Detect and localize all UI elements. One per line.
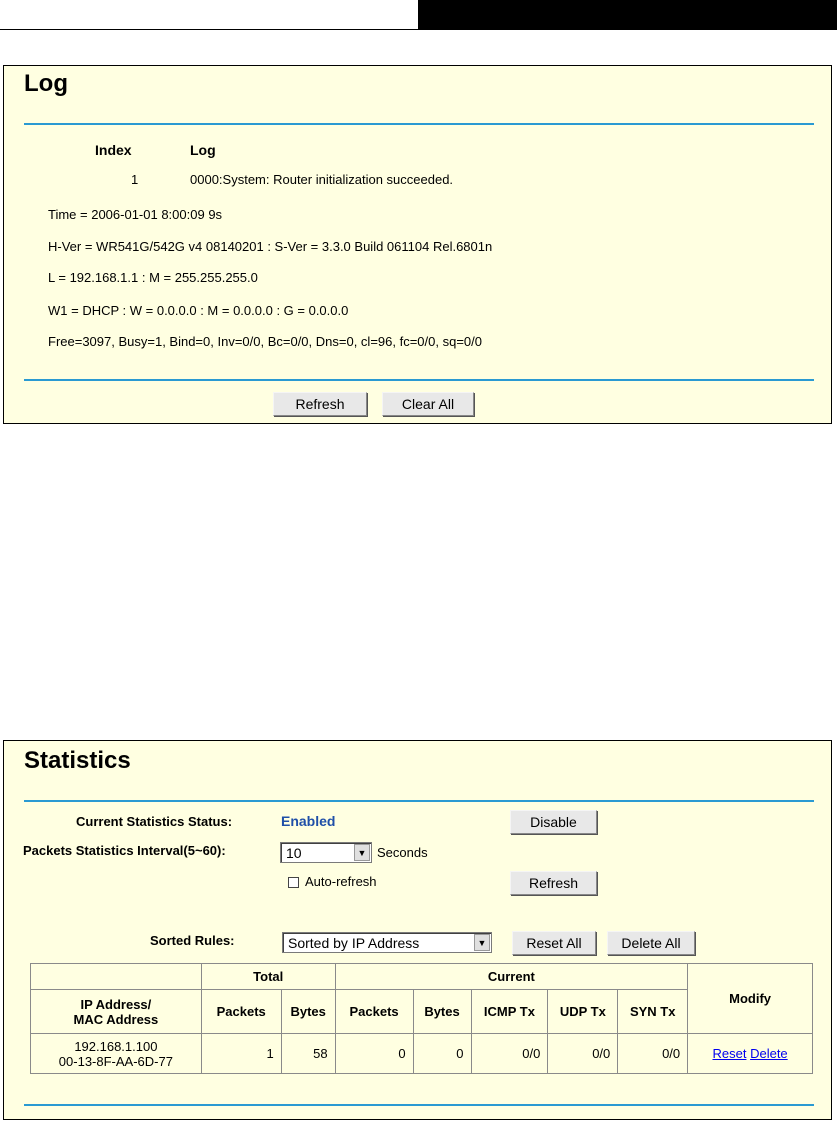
syn-tx-header: SYN Tx xyxy=(618,990,688,1034)
group-current-header: Current xyxy=(335,964,688,990)
row-total-packets: 1 xyxy=(201,1034,281,1074)
mac-header-text: MAC Address xyxy=(73,1011,159,1027)
status-value: Enabled xyxy=(281,813,336,829)
interval-label: Packets Statistics Interval(5~60): xyxy=(23,843,226,858)
stats-refresh-button[interactable]: Refresh xyxy=(510,871,597,895)
row-current-packets: 0 xyxy=(335,1034,413,1074)
header-rule xyxy=(0,29,837,30)
chevron-down-icon: ▼ xyxy=(474,934,490,951)
log-col-log: Log xyxy=(190,142,216,158)
log-entry-text: 0000:System: Router initialization succeeded. xyxy=(190,172,454,187)
log-bottom-rule xyxy=(24,379,814,381)
table-empty-corner xyxy=(31,964,202,990)
log-info-lan: L = 192.168.1.1 : M = 255.255.255.0 xyxy=(48,270,258,285)
row-modify-cell xyxy=(688,1034,813,1074)
udp-tx-header: UDP Tx xyxy=(548,990,618,1034)
row-udp-tx: 0/0 xyxy=(548,1034,618,1074)
log-title: Log xyxy=(24,70,68,97)
row-current-bytes: 0 xyxy=(413,1034,471,1074)
interval-select[interactable] xyxy=(280,842,372,863)
row-ip: 192.168.1.100 xyxy=(74,1038,158,1054)
sorted-rules-label: Sorted Rules: xyxy=(150,933,235,948)
sorted-rules-value: Sorted by IP Address xyxy=(288,935,420,951)
statistics-bottom-rule xyxy=(24,1104,814,1106)
row-delete-link[interactable]: Delete xyxy=(750,1046,788,1061)
clear-all-button[interactable]: Clear All xyxy=(382,392,474,416)
interval-value: 10 xyxy=(286,845,302,861)
row-reset-link[interactable]: Reset xyxy=(712,1046,747,1061)
ip-mac-cell xyxy=(31,1034,202,1074)
header-black-block xyxy=(418,0,837,29)
modify-header: Modify xyxy=(688,964,813,1034)
auto-refresh-checkbox[interactable] xyxy=(288,877,299,888)
icmp-tx-header: ICMP Tx xyxy=(471,990,548,1034)
row-total-bytes: 58 xyxy=(281,1034,335,1074)
disable-button[interactable]: Disable xyxy=(510,810,597,834)
current-packets-header: Packets xyxy=(335,990,413,1034)
log-refresh-button[interactable]: Refresh xyxy=(273,392,367,416)
log-info-wan: W1 = DHCP : W = 0.0.0.0 : M = 0.0.0.0 : G = 0.0.0.0 xyxy=(48,303,349,318)
chevron-down-icon: ▼ xyxy=(354,844,370,861)
table-group-header-row xyxy=(31,964,813,990)
statistics-panel xyxy=(3,740,832,1120)
row-syn-tx: 0/0 xyxy=(618,1034,688,1074)
log-col-index: Index xyxy=(95,142,132,158)
group-total-header: Total xyxy=(201,964,335,990)
log-entry-index: 1 xyxy=(131,172,139,187)
log-info-stats: Free=3097, Busy=1, Bind=0, Inv=0/0, Bc=0/0, Dns=0, cl=96, fc=0/0, sq=0/0 xyxy=(48,334,482,349)
statistics-table xyxy=(30,963,813,1074)
row-icmp-tx: 0/0 xyxy=(471,1034,548,1074)
total-packets-header: Packets xyxy=(201,990,281,1034)
statistics-title: Statistics xyxy=(24,747,131,774)
current-bytes-header: Bytes xyxy=(413,990,471,1034)
log-info-version: H-Ver = WR541G/542G v4 08140201 : S-Ver = 3.3.0 Build 061104 Rel.6801n xyxy=(48,239,493,254)
ip-header-text: IP Address/ xyxy=(80,996,152,1012)
ip-mac-header xyxy=(31,990,202,1034)
seconds-label: Seconds xyxy=(377,845,428,860)
table-row xyxy=(31,1034,813,1074)
statistics-top-rule xyxy=(24,800,814,802)
log-panel xyxy=(3,65,832,424)
status-label: Current Statistics Status: xyxy=(76,814,233,829)
reset-all-button[interactable]: Reset All xyxy=(512,931,596,955)
log-top-rule xyxy=(24,123,814,125)
row-mac: 00-13-8F-AA-6D-77 xyxy=(58,1053,173,1069)
auto-refresh-label: Auto-refresh xyxy=(305,874,377,889)
sorted-rules-select[interactable] xyxy=(282,932,492,953)
log-info-time: Time = 2006-01-01 8:00:09 9s xyxy=(48,207,223,222)
total-bytes-header: Bytes xyxy=(281,990,335,1034)
delete-all-button[interactable]: Delete All xyxy=(607,931,695,955)
